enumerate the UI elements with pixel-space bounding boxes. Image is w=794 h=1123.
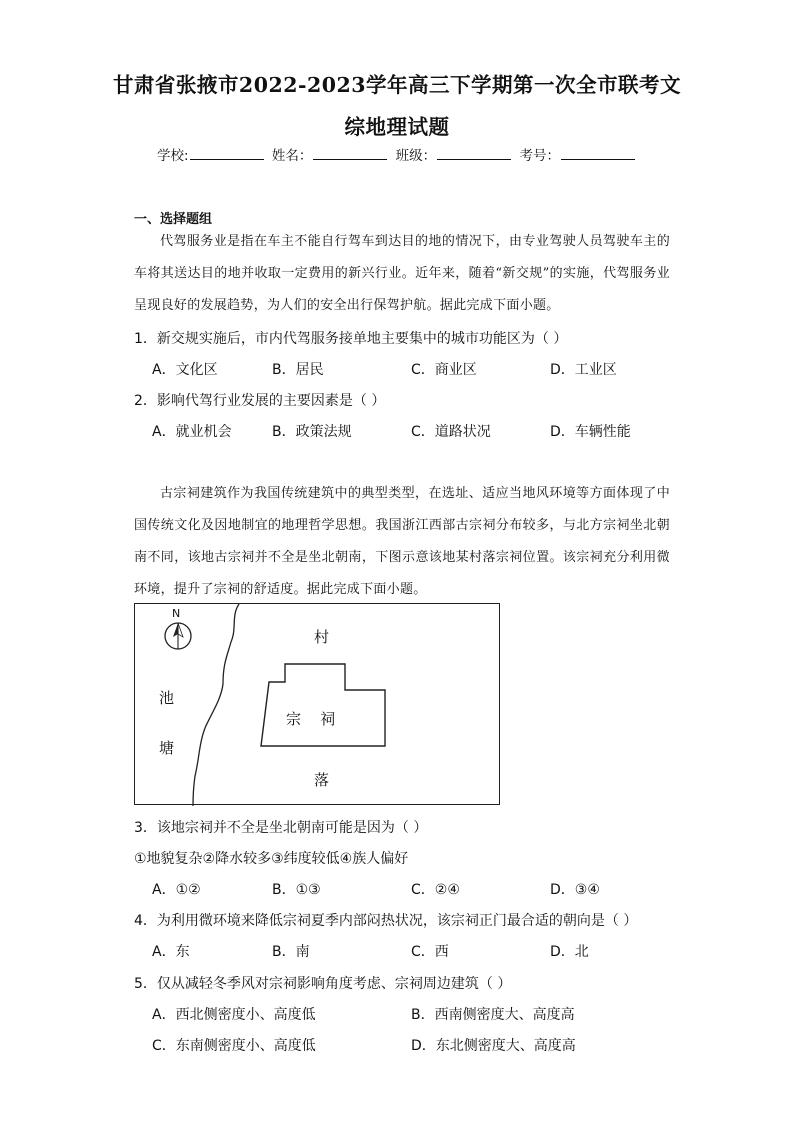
question-5-option-b[interactable]: B．西南侧密度大、高度高 — [411, 1007, 575, 1023]
exam-number-blank[interactable] — [561, 148, 635, 160]
student-info-line — [0, 144, 794, 164]
question-3-option-a[interactable]: A．①② — [152, 882, 201, 898]
question-3-option-d[interactable]: D．③④ — [550, 882, 600, 898]
question-3-stem: 3．该地宗祠并不全是坐北朝南可能是因为（ ） — [134, 820, 428, 836]
ancestral-hall-location-map — [134, 603, 500, 805]
question-2-option-d[interactable]: D．车辆性能 — [550, 424, 631, 440]
page-title-line-1: 甘肃省张掖市2022-2023学年高三下学期第一次全市联考文 — [112, 73, 682, 97]
section-title: 一、选择题组 — [134, 212, 213, 227]
pond-shoreline — [193, 604, 239, 806]
village-label-top: 村 — [314, 628, 330, 646]
question-3-option-b[interactable]: B．①③ — [272, 882, 321, 898]
pond-label-2: 塘 — [159, 739, 175, 757]
question-1-option-b[interactable]: B．居民 — [272, 362, 324, 378]
name-label: 姓名： — [271, 148, 313, 164]
question-1-option-c[interactable]: C．商业区 — [411, 362, 477, 378]
passage-2: 古宗祠建筑作为我国传统建筑中的典型类型，在选址、适应当地风环境等方面体现了中国传统文化及因地制宜的地理哲学思想。我国浙江西部古宗祠分布较多，与北方宗祠坐北朝南不同，该地古宗祠并不全是坐北朝南，下图示意该地某村落宗祠位置。该宗祠充分利用微环境，提升了宗祠的舒适度。据此完成下面小题。 — [134, 486, 670, 597]
class-label: 班级： — [395, 148, 437, 164]
question-3-option-c[interactable]: C．②④ — [411, 882, 460, 898]
name-blank[interactable] — [313, 148, 387, 160]
school-blank[interactable] — [190, 148, 264, 160]
question-5-option-d[interactable]: D．东北侧密度大、高度高 — [411, 1038, 576, 1054]
page-title-line-2: 综地理试题 — [344, 115, 450, 139]
question-1-option-a[interactable]: A．文化区 — [152, 362, 218, 378]
village-label-bottom: 落 — [314, 771, 330, 789]
question-5-option-a[interactable]: A．西北侧密度小、高度低 — [152, 1007, 316, 1023]
question-5-stem: 5．仅从减轻冬季风对宗祠影响角度考虑、宗祠周边建筑（ ） — [134, 976, 512, 992]
question-2-stem: 2．影响代驾行业发展的主要因素是（ ） — [134, 393, 386, 409]
ancestral-hall-outline — [261, 664, 385, 746]
ancestral-hall-label: 宗 祠 — [286, 710, 336, 728]
school-label: 学校: — [157, 148, 189, 164]
question-4-option-b[interactable]: B．南 — [272, 944, 310, 960]
question-2-option-b[interactable]: B．政策法规 — [272, 424, 352, 440]
passage-1: 代驾服务业是指在车主不能自行驾车到达目的地的情况下，由专业驾驶人员驾驶车主的车将其送达目的地并收取一定费用的新兴行业。近年来，随着“新交规”的实施，代驾服务业呈现良好的发展趋势，为人们的安全出行保驾护航。据此完成下面小题。 — [134, 234, 670, 313]
class-blank[interactable] — [437, 148, 511, 160]
question-2-option-a[interactable]: A．就业机会 — [152, 424, 232, 440]
question-4-option-c[interactable]: C．西 — [411, 944, 449, 960]
question-2-option-c[interactable]: C．道路状况 — [411, 424, 491, 440]
north-label: N — [172, 607, 181, 620]
question-3-factors: ①地貌复杂②降水较多③纬度较低④族人偏好 — [134, 851, 409, 867]
question-1-option-d[interactable]: D．工业区 — [550, 362, 617, 378]
question-4-option-a[interactable]: A．东 — [152, 944, 190, 960]
question-4-option-d[interactable]: D．北 — [550, 944, 589, 960]
question-4-stem: 4．为利用微环境来降低宗祠夏季内部闷热状况，该宗祠正门最合适的朝向是（ ） — [134, 913, 638, 929]
pond-label-1: 池 — [159, 689, 175, 707]
north-arrow-icon — [165, 623, 191, 649]
question-5-option-c[interactable]: C．东南侧密度小、高度低 — [152, 1038, 316, 1054]
question-1-stem: 1．新交规实施后，市内代驾服务接单地主要集中的城市功能区为（ ） — [134, 331, 568, 347]
exam-number-label: 考号： — [519, 148, 560, 164]
